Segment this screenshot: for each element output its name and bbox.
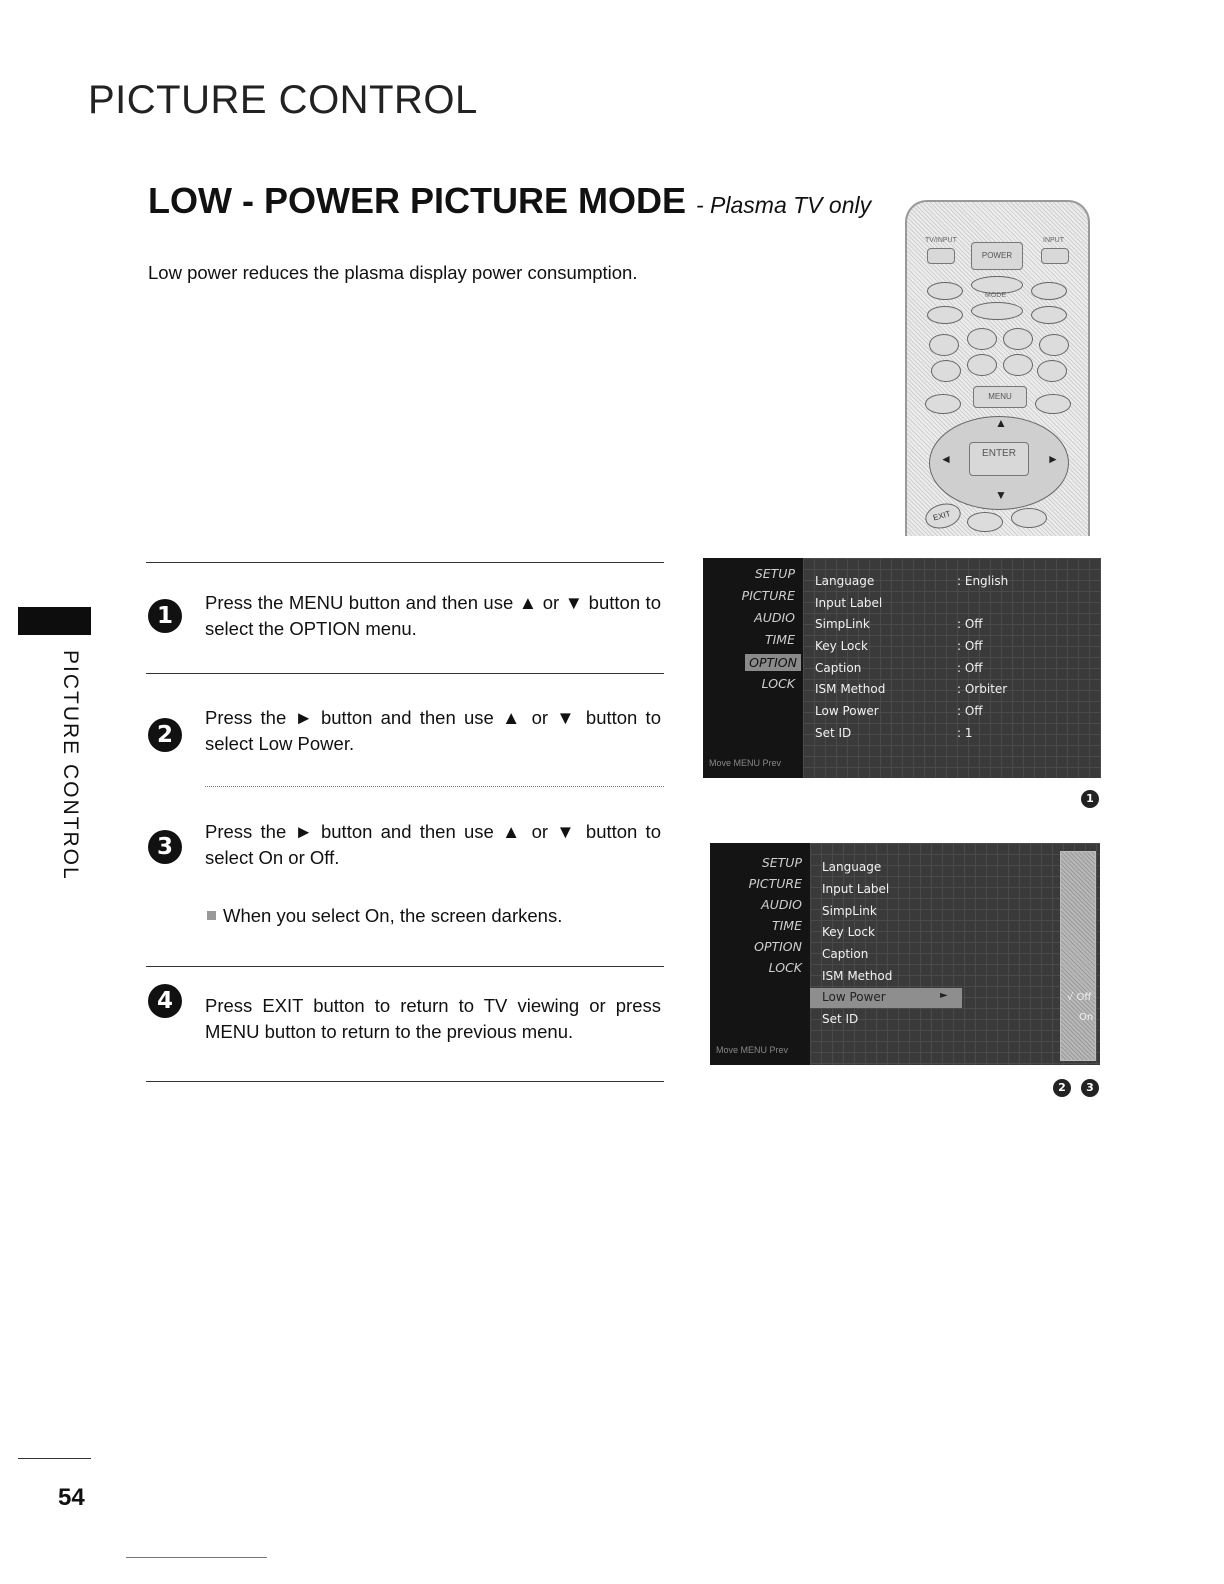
osd-item-value: : Off (957, 704, 983, 718)
osd-item-label: ISM Method (822, 969, 893, 983)
step-number: 3 (148, 830, 182, 864)
remote-oval-button (1003, 354, 1033, 376)
remote-oval-button (971, 302, 1023, 320)
osd-tab-picture: PICTURE (748, 876, 802, 891)
osd-tab-column (703, 558, 803, 778)
section-title (148, 180, 871, 222)
remote-oval-button (929, 334, 959, 356)
osd-item-label: ISM Method (815, 682, 886, 696)
side-tab-label: PICTURE CONTROL (59, 650, 82, 881)
osd-tab-column (710, 843, 810, 1065)
remote-oval-button (927, 282, 963, 300)
osd-item-label: Caption (815, 661, 862, 675)
osd-item-selected: Low Power (822, 990, 886, 1004)
osd-footer: Move MENU Prev (716, 1045, 789, 1055)
bullet-square-icon (207, 911, 216, 920)
right-arrow-icon: ► (1047, 452, 1059, 466)
left-arrow-icon: ◄ (940, 452, 952, 466)
bottom-rule (126, 1557, 267, 1558)
enter-label: ENTER (982, 448, 1016, 459)
note-text: When you select On, the screen darkens. (223, 905, 563, 926)
step-text: Press the ► button and then use ▲ or ▼ button to select Low Power. (205, 707, 661, 754)
page-header-title: PICTURE CONTROL (88, 78, 478, 122)
right-arrow-icon: ► (940, 990, 948, 1001)
osd-submenu-panel (1060, 851, 1096, 1061)
remote-oval-button (1011, 508, 1047, 528)
osd-item-label: SimpLink (815, 617, 870, 631)
osd-tab-lock: LOCK (768, 960, 802, 975)
osd-option-on: On (1079, 1012, 1094, 1023)
osd-low-power-screen (710, 843, 1100, 1065)
section-subtitle: - Plasma TV only (696, 192, 872, 218)
remote-oval-button (931, 360, 961, 382)
page-number-rule (18, 1458, 91, 1459)
figure-number: 2 (1053, 1079, 1071, 1097)
remote-oval-button (967, 512, 1003, 532)
side-tab-marker (18, 607, 91, 635)
osd-tab-setup: SETUP (761, 855, 802, 870)
power-button: POWER (971, 242, 1023, 270)
divider (146, 1081, 664, 1082)
note (207, 905, 562, 927)
remote-oval-button (1037, 360, 1067, 382)
osd-item-label: Language (822, 860, 882, 874)
divider (205, 786, 664, 787)
osd-item-label: Set ID (815, 726, 852, 740)
section-title-main: LOW - POWER PICTURE MODE (148, 180, 686, 221)
osd-footer: Move MENU Prev (709, 758, 782, 768)
figure-number: 3 (1081, 1079, 1099, 1097)
divider (146, 673, 664, 674)
osd-item-label: Key Lock (822, 925, 875, 939)
osd-tab-setup: SETUP (754, 566, 795, 581)
osd-option-off: √ Off (1067, 992, 1092, 1003)
osd-tab-time: TIME (764, 632, 795, 647)
remote-oval-button (1031, 282, 1067, 300)
osd-item-label: Input Label (822, 882, 890, 896)
step-number: 1 (148, 599, 182, 633)
osd-item-value: : 1 (957, 726, 973, 740)
osd-tab-audio: AUDIO (754, 610, 795, 625)
figure-number: 1 (1081, 790, 1099, 808)
osd-item-value: : Orbiter (957, 682, 1008, 696)
exit-label: EXIT (932, 509, 952, 523)
remote-oval-button (925, 394, 961, 414)
remote-oval-button (967, 328, 997, 350)
divider (146, 966, 664, 967)
divider (146, 562, 664, 563)
remote-oval-button (1031, 306, 1067, 324)
remote-oval-button (1035, 394, 1071, 414)
osd-option-list (810, 843, 1100, 1065)
osd-item-value: : Off (957, 639, 983, 653)
osd-option-list (803, 558, 1101, 778)
osd-item-label: Input Label (815, 596, 883, 610)
remote-control-illustration (905, 200, 1090, 536)
remote-oval-button (1039, 334, 1069, 356)
osd-tab-lock: LOCK (761, 676, 795, 691)
osd-item-label: Set ID (822, 1012, 859, 1026)
osd-tab-option: OPTION (754, 939, 802, 954)
osd-item-label: Low Power (815, 704, 879, 718)
osd-item-value: : Off (957, 661, 983, 675)
osd-item-label: SimpLink (822, 904, 877, 918)
step-number: 2 (148, 718, 182, 752)
step-text: Press the ► button and then use ▲ or ▼ button to select On or Off. (205, 821, 661, 868)
up-arrow-icon: ▲ (995, 416, 1007, 430)
remote-mode-label: MODE (985, 292, 1006, 299)
osd-tab-option: OPTION (745, 654, 801, 671)
remote-tv-input-label: TV/INPUT (925, 237, 957, 244)
osd-tab-audio: AUDIO (761, 897, 802, 912)
osd-item-label: Caption (822, 947, 869, 961)
menu-button: MENU (973, 386, 1027, 408)
input-button (1041, 248, 1069, 264)
remote-input-label: INPUT (1043, 237, 1064, 244)
osd-tab-time: TIME (771, 918, 802, 933)
step-number: 4 (148, 984, 182, 1018)
step-text: Press EXIT button to return to TV viewing or press MENU button to return to the previous menu. (205, 995, 661, 1042)
enter-button (969, 442, 1029, 476)
tv-input-button (927, 248, 955, 264)
osd-item-value: : Off (957, 617, 983, 631)
osd-item-label: Key Lock (815, 639, 868, 653)
down-arrow-icon: ▼ (995, 488, 1007, 502)
osd-option-menu-screen (703, 558, 1101, 778)
intro-text: Low power reduces the plasma display power consumption. (148, 262, 638, 283)
exit-button (923, 500, 964, 532)
remote-oval-button (1003, 328, 1033, 350)
osd-tab-picture: PICTURE (741, 588, 795, 603)
osd-item-label: Language (815, 574, 875, 588)
step-text: Press the MENU button and then use ▲ or ▼ button to select the OPTION menu. (205, 592, 661, 639)
remote-oval-button (927, 306, 963, 324)
osd-item-value: : English (957, 574, 1009, 588)
remote-oval-button (967, 354, 997, 376)
page-number: 54 (58, 1484, 85, 1511)
